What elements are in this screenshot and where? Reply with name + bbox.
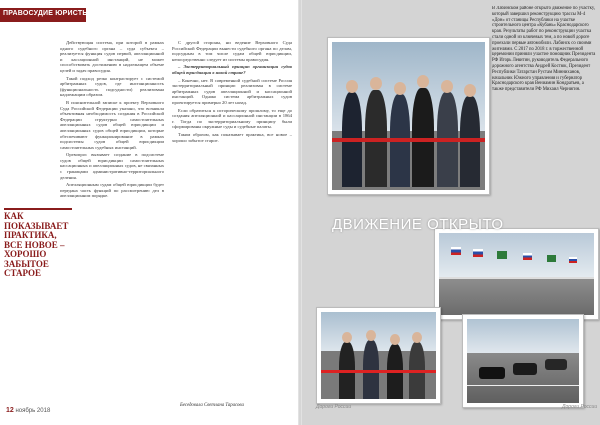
road-flags-photo [434,228,599,320]
paragraph: Оргвопрос вызывает создание в подсистеме судов общей юрисдикции самостоятельных кассационных и апелляционных судов, не связанных с границами административно-территориального деления. [60,152,164,180]
interview-question: – Экстерриториальный принцип организации судов общей юрисдикции в новой стране? [172,64,292,75]
right-page [302,0,600,425]
magazine-logo: Дороги России [562,404,598,410]
paragraph: Действующая система, при которой в рамках одного судебного органа – суда субъекта – реализуется функция судов первой, апелляционной и кассационной инстанций, не может способствовать достижению в надлежащем объеме целей и задач правосудия. [60,40,164,73]
paragraph: С другой стороны, ни ведение Верховного Суда Российской Федерации вынести судебного органа по делам, подсудным в том числе судам общей юрисдикции, непосредственно следует из системы правосудия. [172,40,292,62]
photo-caption: В Лабинском районе открыто движение по участку, который завершил реконструкцию трассы М-4 «Дон» от станицы Республики на участке строительного центра «Кубань» Краснодарского края. Результаты работ по реконструкции участка стали одной из ключевых тем, а по новой дороге проехали первые автомобили. Лабинск со своими жителями. С 2017 по 2018 г. в торжественной церемонии приняли участие помощник Президента РФ Игорь Левитин, руководитель Федерального дорожного агентства Андрей Костюк, Президент Республики Татарстан Рустам Минниханов, начальник Южного управления и губернатор Краснодарского края Вениамин Кондратьев, а также представители РФ Михаил Чернигин. [492,6,596,93]
paragraph: Такой подход резко контрастирует с системой арбитражных судов, где инстанционность (функциональность подсудности) реализована надлежащим образом. [60,75,164,98]
paragraph: Таким образом, как показывает практика, все новое – хорошо забытое старое. [172,131,292,143]
ribbon-photo [316,307,441,404]
issue-date: ноябрь 2018 [15,408,51,414]
article-column-1 [60,40,164,405]
page-number: 12 [6,407,14,414]
paragraph: – Конечно, нет. В современной судебной системе Россия экстерриториальный принцип реализован в системе арбитражных судов апелляционной и кассационной инстанций. Однако система арбитражных судов проектируется примерно 20 лет назад. [172,77,292,105]
ceremony-photo [327,37,490,195]
section-title: ПРАВОСУДИЕ ЮРИСТЫ [3,10,90,17]
folio [6,407,50,414]
paragraph: В пояснительной записке к проекту Верховного Суда Российской Федерации указано, что возникла объективная необходимость создания в Российской Федерации структурно самостоятельных апелляционных судов общей юрисдикции и апелляционных судов общей юрисдикции, которые обеспечивают функционирование в рамках подсистемы судов общей юрисдикции самостоятельных судебных инстанций. [60,99,164,150]
left-page [0,0,298,425]
pull-quote: КАК ПОКАЗЫВАЕТ ПРАКТИКА, ВСЕ НОВОЕ – ХОРОШО ЗАБЫТОЕ СТАРОЕ [4,211,69,278]
cars-photo [462,314,584,408]
paragraph: Если обратиться к историческому прошлому, то еще до создания апелляционной и кассационной инстанции в 1864 г. Тогда по экстерриториальному принципу были сформированы окружные суды и судебные палаты. [172,107,292,130]
headline: ДВИЖЕНИЕ ОТКРЫТО [332,216,504,233]
article-column-2 [172,40,292,403]
magazine-logo: Дороги России [316,404,352,410]
paragraph: Апелляционным судам общей юрисдикции будет передана часть функций по рассмотрению дел в апелляционном порядке. [60,182,164,199]
byline: Беседовала Светлана Тарасова [180,403,244,408]
